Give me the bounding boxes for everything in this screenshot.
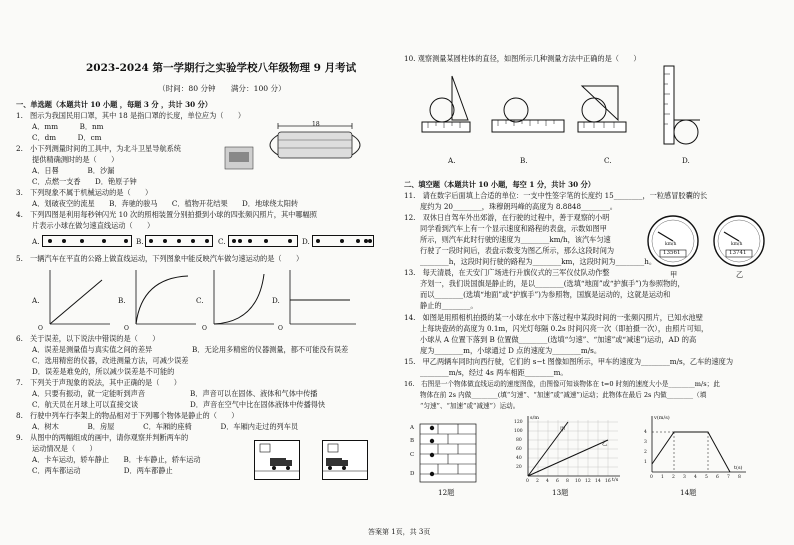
figure-14-label: 14题 <box>680 488 697 497</box>
q10-method-a <box>418 66 474 146</box>
figure-12-label: 12题 <box>438 488 455 497</box>
q2-options-ab: A．日晷 B．沙漏 <box>32 166 115 175</box>
q1-options-ab: A．mm B．nm <box>32 122 104 131</box>
q5-graph-d <box>284 266 360 328</box>
page-footer: 答案第 1页，共 3页 <box>368 528 431 536</box>
fig14-axis-y: v(m/s) <box>654 415 670 421</box>
q10-method-c <box>574 66 630 146</box>
q10-method-b <box>490 96 566 146</box>
ball-label-c: C <box>410 452 415 458</box>
fig13-ytick-80: 80 <box>516 438 522 443</box>
speedometer-yi <box>712 214 766 268</box>
q11-line1: 11. 请在数字后面填上合适的单位：一支中性签字笔的长度约 15________，一粒感冒胶囊的长 <box>404 191 708 200</box>
fig14-xtick-0: 0 <box>650 475 653 480</box>
q1-stem: 1. 图示为我国民用口罩，其中 18 是指口罩的长度，单位应为（ ） <box>16 111 246 120</box>
q3-stem: 3. 下列现象不属于机械运动的是（ ） <box>16 188 153 197</box>
fig13-ytick-20: 20 <box>516 465 522 470</box>
odometer-yi: 13741 <box>729 250 747 256</box>
q12-line4: 行驶了一段时间后，表盘示数变为图乙所示，那么这段时间为 <box>420 246 615 255</box>
q4-strip-a <box>42 235 132 247</box>
fig13-xtick-0: 0 <box>526 479 529 484</box>
q13-line2: 齐划一，我们说国旗是静止的，是以________(选填“地面”或“护旗手”)为参照物的， <box>420 279 685 288</box>
fig14-xtick-6: 6 <box>716 475 719 480</box>
q8-options: A．树木 B．房屋 C．车厢的座椅 D．车厢内走过的列车员 <box>32 422 299 431</box>
q9-scene-2 <box>322 440 368 480</box>
q12-line1: 12. 双休日自驾车外出郊游，在行驶的过程中，善于观察的小明 <box>404 213 610 222</box>
q5-label-a: A. <box>32 296 40 305</box>
figure-14-vt-graph <box>636 414 748 484</box>
q6-option-a: A．误差是测量值与真实值之间的差异 <box>32 345 153 354</box>
q4-label-c: C. <box>218 237 226 246</box>
section2-heading: 二、填空题（本题共计 10 小题，每空 1 分，共计 30 分） <box>404 180 595 189</box>
q4-stem-line2: 片表示小球在做匀速直线运动（ ） <box>32 221 155 230</box>
q5-graph-c <box>208 266 278 328</box>
q10-stem: 10. 观察测量某圆柱体的直径，如图所示几种测量方法中正确的是（ ） <box>404 54 641 63</box>
q9-options-cd: C．两车都运动 D．两车都静止 <box>32 466 173 475</box>
fig14-ytick-3: 3 <box>644 440 647 445</box>
fig13-xtick-4: 4 <box>546 479 549 484</box>
fig13-axis-y: s/m <box>530 415 539 421</box>
q14-line2: 上每块瓷砖的高度为 0.1m，闪光灯每隔 0.2s 时间闪亮一次（即拍摄一次），由照片可知， <box>420 324 709 333</box>
fig14-xtick-3: 3 <box>683 475 686 480</box>
q13-line4: 静止的________。 <box>420 301 478 310</box>
q16-line2: 物体在前 2s 内做________(填“匀速”、“加速”或“减速”)运动；此物体在最后 2s 内做________（填 <box>420 391 707 399</box>
fig13-ytick-40: 40 <box>516 456 522 461</box>
atomic-clock-image <box>224 146 254 170</box>
q15-line1: 15. 甲乙两辆车同时向西行驶，它们的 s−t 图像如图所示，甲车的速度为________m/s，乙车的速度为 <box>404 357 734 366</box>
fig13-xtick-6: 6 <box>556 479 559 484</box>
q5-origin-c: O <box>202 325 207 332</box>
q16-line3: “匀速”、“加速”或“减速”）运动。 <box>420 402 520 410</box>
q2-options-cd: C．点燃一支香 D．铯原子钟 <box>32 177 137 186</box>
q15-line2: ________m/s，经过 4s 两车相距________m。 <box>420 368 568 377</box>
q11-line2: 度约为 20________，珠穆朗玛峰的高度为 8.8848________。 <box>420 202 617 211</box>
q10-label-b: B. <box>520 156 528 165</box>
q5-graph-b <box>130 266 200 328</box>
fig14-ytick-1: 1 <box>644 460 647 465</box>
q9-stem-line2: 运动情况是（ ） <box>32 444 97 453</box>
fig14-axis-x: t(s) <box>734 465 743 471</box>
q4-label-b: B. <box>136 237 144 246</box>
q5-origin-a: O <box>38 325 43 332</box>
q16-line1: 16. 右图是一个物体做直线运动的速度图像，由图像可知该物体在 t=0 时刻的速度大小是________m/s；此 <box>404 380 720 388</box>
fig13-xtick-16: 16 <box>605 479 611 484</box>
q1-options-cd: C．dm D．cm <box>32 133 102 142</box>
fig13-ytick-120: 120 <box>514 420 523 425</box>
q10-method-d <box>654 64 704 148</box>
figure-13-label: 13题 <box>552 488 569 497</box>
section1-heading: 一、单选题（本题共计 10 小题 ，每题 3 分 ，共计 30 分） <box>16 100 212 109</box>
fig14-xtick-1: 1 <box>661 475 664 480</box>
fig13-xtick-2: 2 <box>536 479 539 484</box>
q9-scene-1 <box>254 440 300 480</box>
fig14-xtick-7: 7 <box>727 475 730 480</box>
fig13-xtick-8: 8 <box>566 479 569 484</box>
q5-label-c: C. <box>196 296 204 305</box>
q4-strip-b <box>145 235 213 247</box>
ball-label-d: D <box>410 471 415 477</box>
q2-stem-line1: 2. 小下列测量时间的工具中，为北斗卫星导航系统 <box>16 144 181 153</box>
speed-unit-yi: km/h <box>731 242 743 247</box>
fig13-label-jia: 甲 <box>560 427 566 433</box>
odometer-jia: 13561 <box>663 250 681 256</box>
q5-origin-d: O <box>278 325 283 332</box>
q10-label-d: D. <box>682 156 690 165</box>
fig13-xtick-10: 10 <box>575 479 581 484</box>
q8-stem: 8. 行驶中列车行李架上的物品相对于下列哪个物体是静止的（ ） <box>16 411 239 420</box>
figure-13-st-graph <box>510 414 622 486</box>
exam-title: 2023-2024 第一学期行之实验学校八年级物理 9 月考试 <box>86 62 357 74</box>
q12-line5: ________h，这段时间行驶的路程为________km，这段时间为________h。 <box>420 257 657 266</box>
q7-option-c: C．航天员在月球上可以直接交谈 <box>32 400 139 409</box>
q2-stem-line2: 提供精确测时的是（ ） <box>32 155 119 164</box>
q12-line2: 同学看到汽车上有一个显示速度和路程的表盘，示数如图甲 <box>420 224 607 233</box>
fig13-ytick-60: 60 <box>516 447 522 452</box>
q13-line3: 而以________(选填“地面”或“护旗手”)为参照物，国旗是运动的，这就是运动和 <box>420 290 671 299</box>
fig14-xtick-2: 2 <box>672 475 675 480</box>
q4-stem-line1: 4. 下列四图是利用每秒钟闪光 10 次的照相装置分别拍摄到小球的四张频闪照片，其中哪幅照 <box>16 210 317 219</box>
q6-stem: 6. 关于误差，以下说法中错误的是（ ） <box>16 334 160 343</box>
speed-unit-jia: km/h <box>665 242 677 247</box>
fig13-label-yi: 乙 <box>602 441 608 447</box>
q14-line3: 小球从 A 位置下落到 B 位置做________(选填“匀速”、“加速”或“减速”)运动，AD 的高 <box>420 335 697 344</box>
mask-length-label: 18 <box>312 121 320 128</box>
ball-label-a: A <box>410 425 414 431</box>
q5-origin-b: O <box>124 325 129 332</box>
q9-options-ab: A．卡车运动，轿车静止 B．卡车静止，轿车运动 <box>32 455 201 464</box>
fig14-ytick-4: 4 <box>644 430 647 435</box>
q9-stem-line1: 9. 从图中的两幅组成的画中，请你观察并判断两车的 <box>16 433 189 442</box>
q14-line1: 14. 如图是用照相机拍摄的某一小球在水中下落过程中某段时间的一张频闪照片，已知水池壁 <box>404 313 703 322</box>
q4-label-d: D. <box>302 237 310 246</box>
q5-label-d: D. <box>272 296 280 305</box>
q4-strip-c <box>228 235 298 247</box>
mask-figure <box>256 120 376 162</box>
fig14-xtick-4: 4 <box>694 475 697 480</box>
label-yi: 乙 <box>736 270 744 279</box>
q3-options: A．划破夜空的流星 B．奔驰的骏马 C．植物开花结果 D．地球绕太阳转 <box>32 199 299 208</box>
fig13-xtick-14: 14 <box>595 479 601 484</box>
q14-line4: 度为________m，小球通过 D 点的速度为________m/s。 <box>420 346 602 355</box>
fig14-xtick-5: 5 <box>705 475 708 480</box>
q12-line3: 所示，则汽车此时行驶的速度为________km/h，该汽车匀速 <box>420 235 611 244</box>
label-jia: 甲 <box>670 270 678 279</box>
fig13-xtick-12: 12 <box>585 479 591 484</box>
q7-option-d: D．声音在空气中比在固体液体中传播得快 <box>190 400 326 409</box>
q7-option-a: A．只要有振动，就一定能听到声音 <box>32 389 146 398</box>
ball-label-b: B <box>410 438 415 444</box>
fig13-ytick-100: 100 <box>514 429 523 434</box>
fig13-axis-x: t/s <box>612 477 619 483</box>
q5-graph-a <box>44 266 114 328</box>
q5-stem: 5. 一辆汽车在平直的公路上做直线运动，下列图象中能反映汽车做匀速运动的是（ ） <box>16 254 304 263</box>
exam-time-score: （时间：80 分钟 满分：100 分） <box>158 84 286 93</box>
fig14-ytick-2: 2 <box>644 450 647 455</box>
q10-label-a: A. <box>448 156 456 165</box>
q7-stem: 7. 下列关于声现象的说法，其中正确的是（ ） <box>16 378 181 387</box>
q10-label-c: C. <box>604 156 612 165</box>
q6-option-c: C．选用精密的仪器，改进测量方法，可减少误差 <box>32 356 189 365</box>
q13-line1: 13. 每天清晨，在天安门广场进行升旗仪式的三军仪仗队动作整 <box>404 268 610 277</box>
q6-option-d: D．误差是难免的，所以减少误差是不可能的 <box>32 367 175 376</box>
speedometer-jia <box>646 214 700 268</box>
figure-12-brick-wall <box>408 422 480 484</box>
q5-label-b: B. <box>118 296 126 305</box>
q7-option-b: B．声音可以在固体、液体和气体中传播 <box>190 389 318 398</box>
q4-strip-d <box>312 235 374 247</box>
q6-option-b: B．无论用多精密的仪器测量，都不可能没有误差 <box>192 345 349 354</box>
q4-label-a: A. <box>32 237 40 246</box>
fig14-xtick-8: 8 <box>738 475 741 480</box>
